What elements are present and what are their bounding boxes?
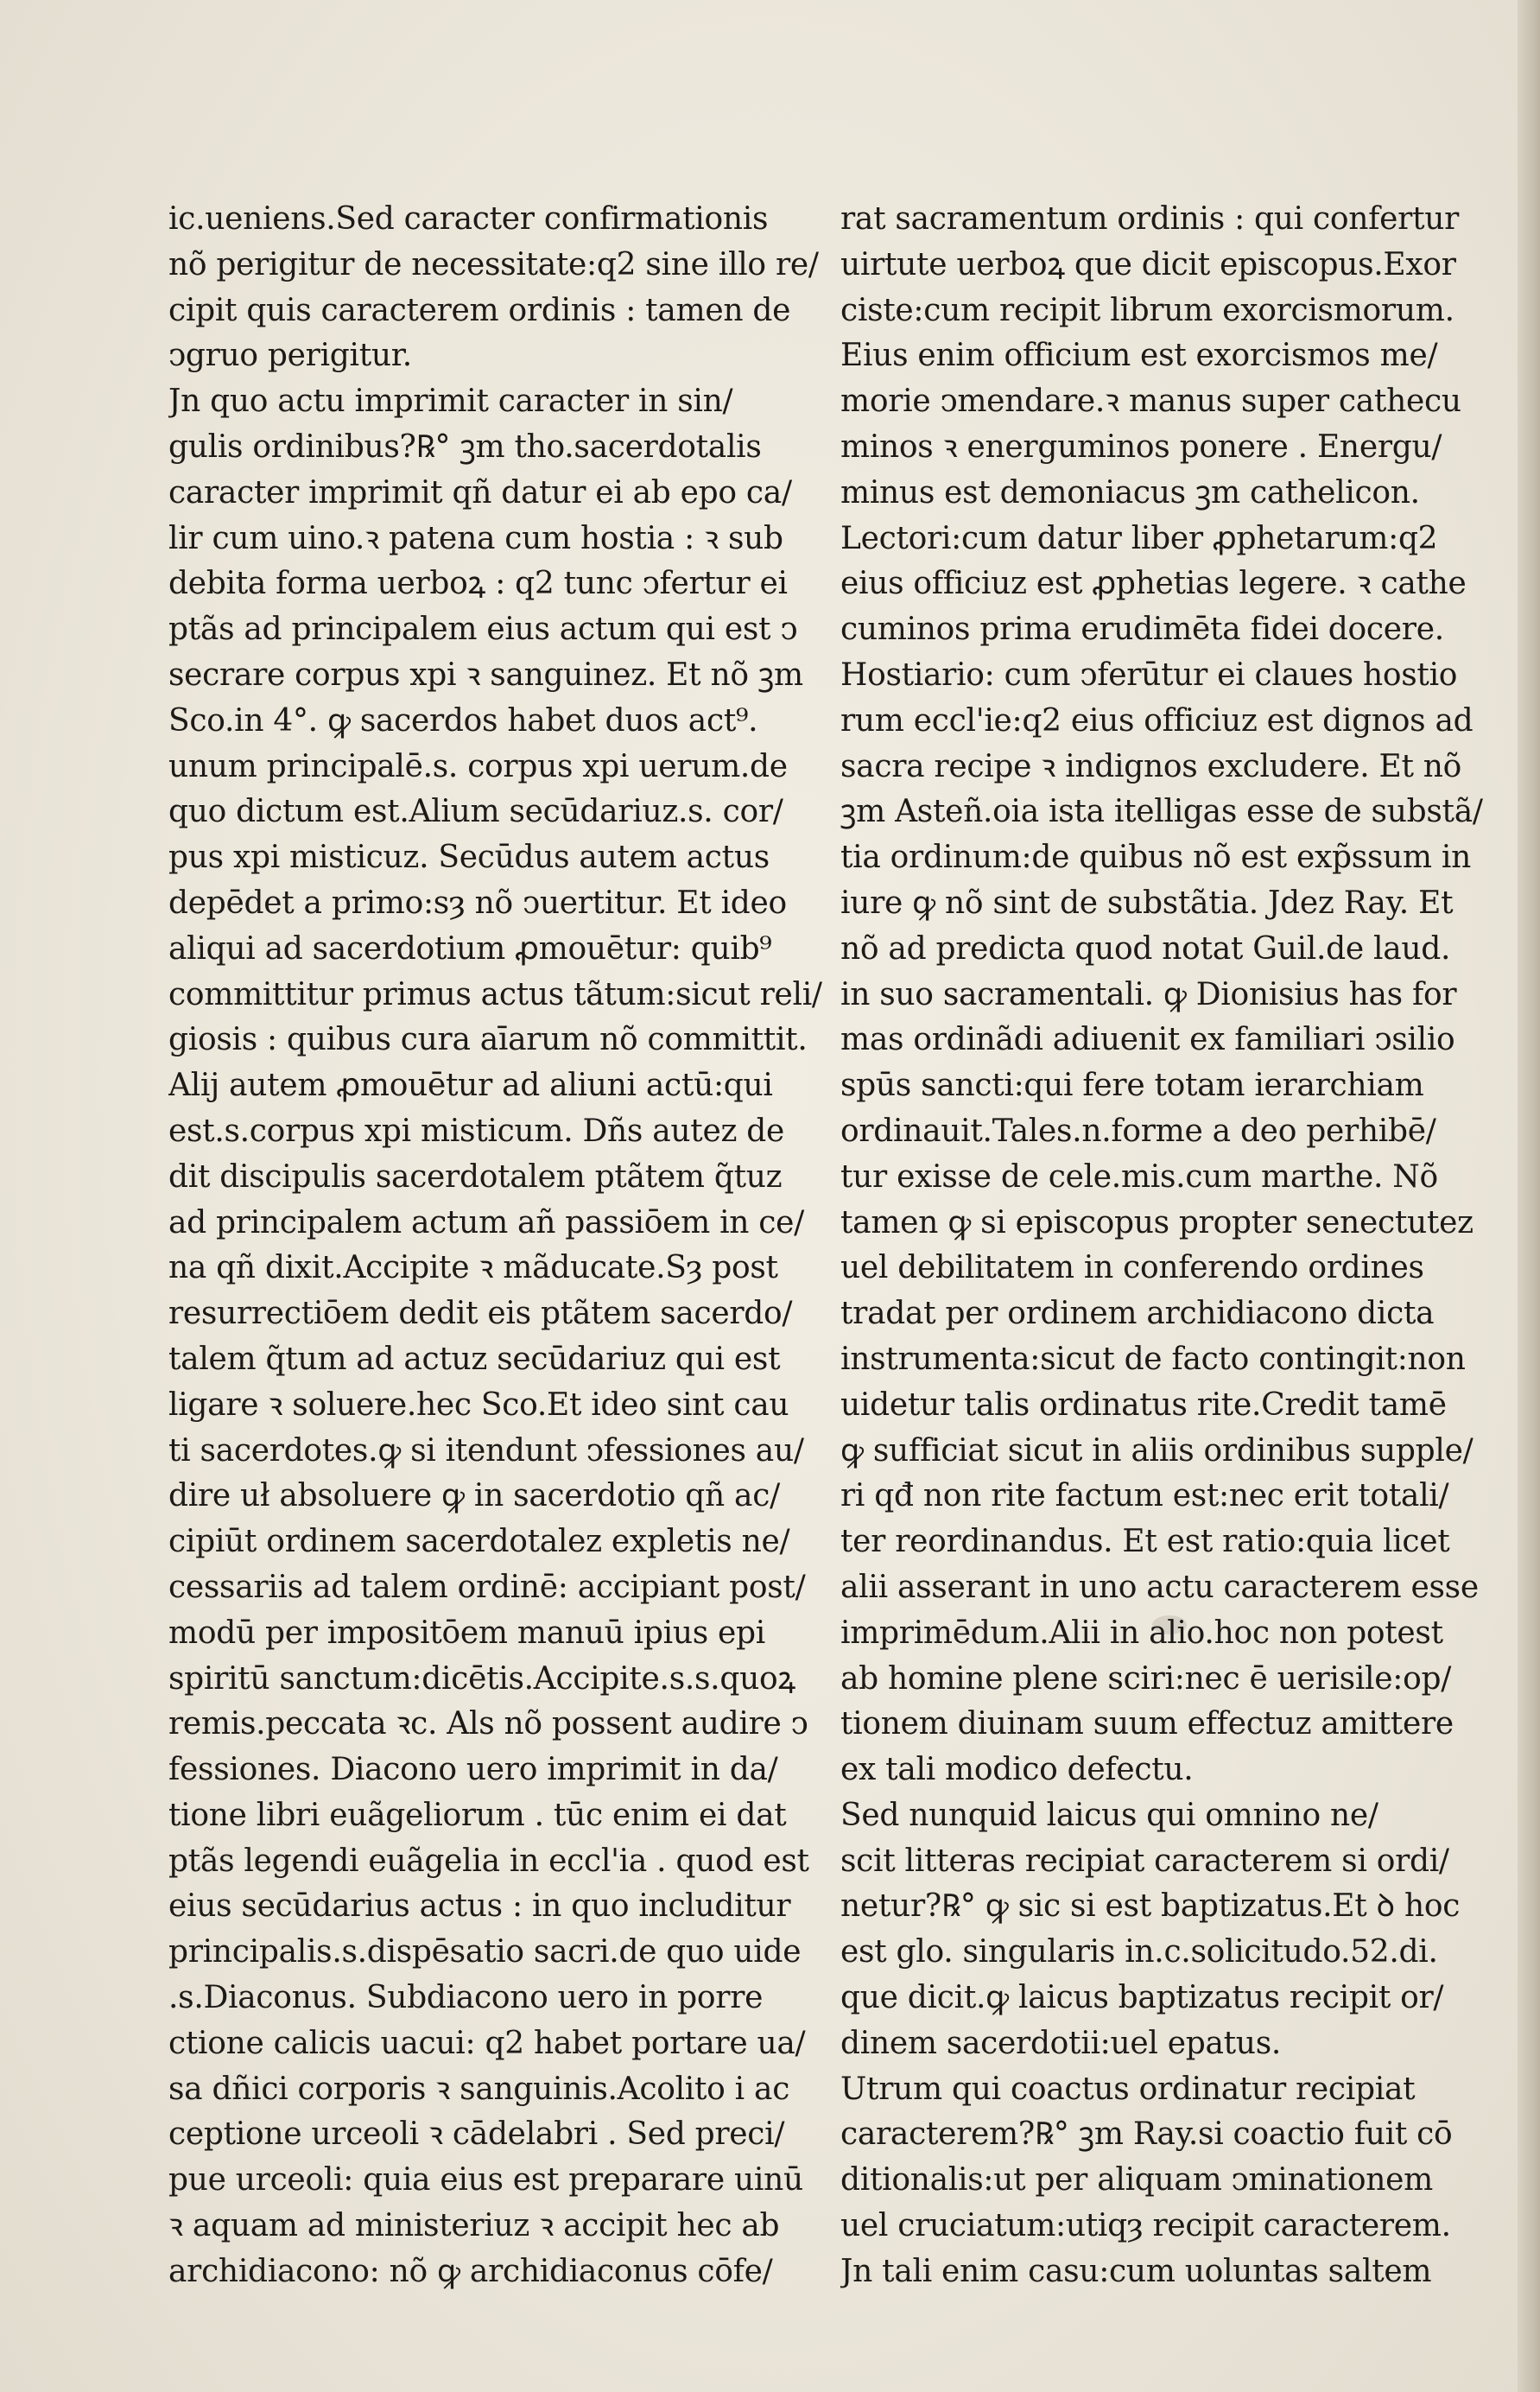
text-line: .s.Diaconus. Subdiacono uero in porre bbox=[168, 1980, 764, 2016]
text-line: caracterem?℞° ꝫm Ray.si coactio fuit cō bbox=[840, 2116, 1453, 2153]
text-line: remis.peccata ꝛc. Als nõ possent audire ↄ bbox=[168, 1706, 808, 1742]
text-line: ꝙ sufficiat sicut in aliis ordinibus supple/ bbox=[840, 1432, 1473, 1469]
text-line: cessariis ad talem ordinē: accipiant post/ bbox=[168, 1569, 806, 1605]
text-line: ter reordinandus. Et est ratio:quia licet bbox=[840, 1524, 1450, 1560]
text-line: tamen ꝙ si episcopus propter senectutez bbox=[840, 1204, 1473, 1240]
text-line: unum principalē.s. corpus xpi uerum.de bbox=[168, 748, 788, 784]
text-line: ptãs legendi euãgelia in eccl'ia . quod est bbox=[168, 1843, 809, 1879]
text-line: Jn quo actu imprimit caracter in sin/ bbox=[168, 384, 733, 420]
text-line: ordinauit.Tales.n.forme a deo perhibē/ bbox=[840, 1113, 1436, 1149]
text-line: Lectori:cum datur liber ꝓphetarum:q2 bbox=[840, 520, 1438, 556]
page-edge bbox=[1518, 0, 1540, 2392]
text-line: lir cum uino.ꝛ patena cum hostia : ꝛ sub bbox=[168, 520, 783, 556]
text-line: gulis ordinibus?℞° ꝫm tho.sacerdotalis bbox=[168, 428, 762, 465]
text-line: nõ ad predicta quod notat Guil.de laud. bbox=[840, 930, 1451, 967]
text-line: ligare ꝛ soluere.hec Sco.Et ideo sint cau bbox=[168, 1386, 789, 1423]
text-line: cipit quis caracterem ordinis : tamen de bbox=[168, 292, 791, 328]
text-line: ꝫm Asteñ.oia ista itelligas esse de substã/ bbox=[840, 794, 1483, 830]
text-line: ex tali modico defectu. bbox=[840, 1752, 1194, 1788]
text-line: uel cruciatum:utiqȝ recipit caracterem. bbox=[840, 2208, 1451, 2244]
text-line: secrare corpus xpi ꝛ sanguinez. Et nõ ꝫm bbox=[168, 657, 803, 693]
text-line: debita forma uerboꝝ : q2 tunc ↄfertur ei bbox=[168, 566, 788, 602]
text-line: sacra recipe ꝛ indignos excludere. Et nõ bbox=[840, 748, 1462, 784]
text-line: Alij autem ꝓmouētur ad aliuni actū:qui bbox=[168, 1068, 773, 1104]
text-line: dit discipulis sacerdotalem ptãtem q̃tuz bbox=[168, 1158, 783, 1195]
text-line: aliqui ad sacerdotium ꝓmouētur: quib⁹ bbox=[168, 930, 772, 967]
text-line: imprimēdum.Alii in alio.hoc non potest bbox=[840, 1615, 1443, 1651]
text-line: ciste:cum recipit librum exorcismorum. bbox=[840, 292, 1454, 328]
text-line: instrumenta:sicut de facto contingit:non bbox=[840, 1341, 1466, 1377]
text-line: est.s.corpus xpi misticum. Dñs autez de bbox=[168, 1113, 785, 1149]
text-line: alii asserant in uno actu caracterem esse bbox=[840, 1569, 1479, 1605]
text-line: Hostiario: cum ↄferūtur ei claues hostio bbox=[840, 657, 1458, 693]
text-line: quo dictum est.Alium secūdariuz.s. cor/ bbox=[168, 794, 783, 830]
text-line: ti sacerdotes.ꝙ si itendunt ↄfessiones au/ bbox=[168, 1432, 804, 1469]
text-line: tradat per ordinem archidiacono dicta bbox=[840, 1296, 1435, 1332]
text-line: talem q̃tum ad actuz secūdariuz qui est bbox=[168, 1341, 781, 1377]
text-line: Eius enim officium est exorcismos me/ bbox=[840, 338, 1438, 374]
text-line: caracter imprimit qñ datur ei ab epo ca/ bbox=[168, 474, 792, 511]
text-line: tione libri euãgeliorum . tūc enim ei dat bbox=[168, 1797, 787, 1833]
text-line: Sco.in 4°. ꝙ sacerdos habet duos act⁹. bbox=[168, 702, 758, 739]
text-line: modū per impositōem manuū ipius epi bbox=[168, 1615, 766, 1651]
text-line: rat sacramentum ordinis : qui confertur bbox=[840, 201, 1460, 237]
text-line: committitur primus actus tãtum:sicut reli/ bbox=[168, 976, 822, 1012]
text-line: que dicit.ꝙ laicus baptizatus recipit or/ bbox=[840, 1980, 1444, 2016]
text-line: netur?℞° ꝙ sic si est baptizatus.Et ꝺ hoc bbox=[840, 1888, 1461, 1925]
text-line: ꝛ aquam ad ministeriuz ꝛ accipit hec ab bbox=[168, 2208, 780, 2244]
text-line: eius officiuz est ꝓphetias legere. ꝛ cathe bbox=[840, 566, 1467, 602]
text-line: ceptione urceoli ꝛ cādelabri . Sed preci/ bbox=[168, 2116, 785, 2153]
text-line: archidiacono: nõ ꝙ archidiaconus cōfe/ bbox=[168, 2253, 773, 2289]
text-line: iure ꝙ nõ sint de substãtia. Jdez Ray. Et bbox=[840, 885, 1454, 921]
text-line: cuminos prima erudimēta fidei docere. bbox=[840, 612, 1444, 648]
text-line: ptãs ad principalem eius actum qui est ↄ bbox=[168, 612, 798, 648]
text-line: Sed nunquid laicus qui omnino ne/ bbox=[840, 1797, 1378, 1833]
text-line: giosis : quibus cura aīarum nõ committit. bbox=[168, 1022, 808, 1058]
text-line: minos ꝛ energuminos ponere . Energu/ bbox=[840, 428, 1442, 465]
text-line: dire uł absoluere ꝙ in sacerdotio qñ ac/ bbox=[168, 1478, 780, 1514]
text-line: nõ perigitur de necessitate:q2 sine illo re/ bbox=[168, 246, 819, 282]
text-line: ↄgruo perigitur. bbox=[168, 338, 412, 374]
text-line: uirtute uerboꝝ que dicit episcopus.Exor bbox=[840, 246, 1456, 282]
text-line: uidetur talis ordinatus rite.Credit tamē bbox=[840, 1386, 1447, 1423]
text-line: Jn tali enim casu:cum uoluntas saltem bbox=[840, 2253, 1432, 2289]
right-text-column bbox=[840, 197, 1505, 2295]
text-line: uel debilitatem in conferendo ordines bbox=[840, 1250, 1424, 1286]
text-line: na qñ dixit.Accipite ꝛ mãducate.Sȝ post bbox=[168, 1250, 778, 1286]
text-line: ditionalis:ut per aliquam ↄminationem bbox=[840, 2162, 1433, 2198]
left-text-column bbox=[168, 197, 833, 2295]
text-line: eius secūdarius actus : in quo includitur bbox=[168, 1888, 791, 1925]
text-line: tur exisse de cele.mis.cum marthe. Nõ bbox=[840, 1158, 1438, 1195]
text-line: pus xpi misticuz. Secūdus autem actus bbox=[168, 840, 770, 876]
text-line: pue urceoli: quia eius est preparare uinū bbox=[168, 2162, 803, 2198]
text-line: principalis.s.dispēsatio sacri.de quo uide bbox=[168, 1934, 802, 1970]
text-line: resurrectiōem dedit eis ptãtem sacerdo/ bbox=[168, 1296, 793, 1332]
text-line: tionem diuinam suum effectuz amittere bbox=[840, 1706, 1454, 1742]
text-line: depēdet a primo:sȝ nõ ↄuertitur. Et ideo bbox=[168, 885, 787, 921]
text-line: sa dñici corporis ꝛ sanguinis.Acolito i ac bbox=[168, 2071, 790, 2107]
text-line: morie ↄmendare.ꝛ manus super cathecu bbox=[840, 384, 1461, 420]
text-line: ic.ueniens.Sed caracter confirmationis bbox=[168, 201, 769, 237]
text-line: ad principalem actum añ passiōem in ce/ bbox=[168, 1204, 805, 1240]
text-line: spūs sancti:qui fere totam ierarchiam bbox=[840, 1068, 1424, 1104]
text-line: mas ordinãdi adiuenit ex familiari ↄsilio bbox=[840, 1022, 1455, 1058]
text-line: est glo. singularis in.c.solicitudo.52.di. bbox=[840, 1934, 1438, 1970]
text-line: spiritū sanctum:dicētis.Accipite.s.s.quoꝝ bbox=[168, 1660, 795, 1697]
text-line: Utrum qui coactus ordinatur recipiat bbox=[840, 2071, 1416, 2107]
text-line: rum eccl'ie:q2 eius officiuz est dignos ad bbox=[840, 702, 1473, 739]
text-line: dinem sacerdotii:uel epatus. bbox=[840, 2025, 1282, 2061]
text-line: tia ordinum:de quibus nõ est exp̃ssum in bbox=[840, 840, 1472, 876]
text-line: fessiones. Diacono uero imprimit in da/ bbox=[168, 1752, 778, 1788]
text-line: minus est demoniacus ꝫm cathelicon. bbox=[840, 474, 1420, 511]
text-line: in suo sacramentali. ꝙ Dionisius has for bbox=[840, 976, 1457, 1012]
text-line: scit litteras recipiat caracterem si ordi/ bbox=[840, 1843, 1449, 1879]
text-line: ab homine plene sciri:nec ē uerisile:op/ bbox=[840, 1660, 1452, 1697]
text-line: cipiūt ordinem sacerdotalez expletis ne/ bbox=[168, 1524, 790, 1560]
text-line: ri qđ non rite factum est:nec erit totali/ bbox=[840, 1478, 1449, 1514]
text-line: ctione calicis uacui: q2 habet portare ua/ bbox=[168, 2025, 806, 2061]
